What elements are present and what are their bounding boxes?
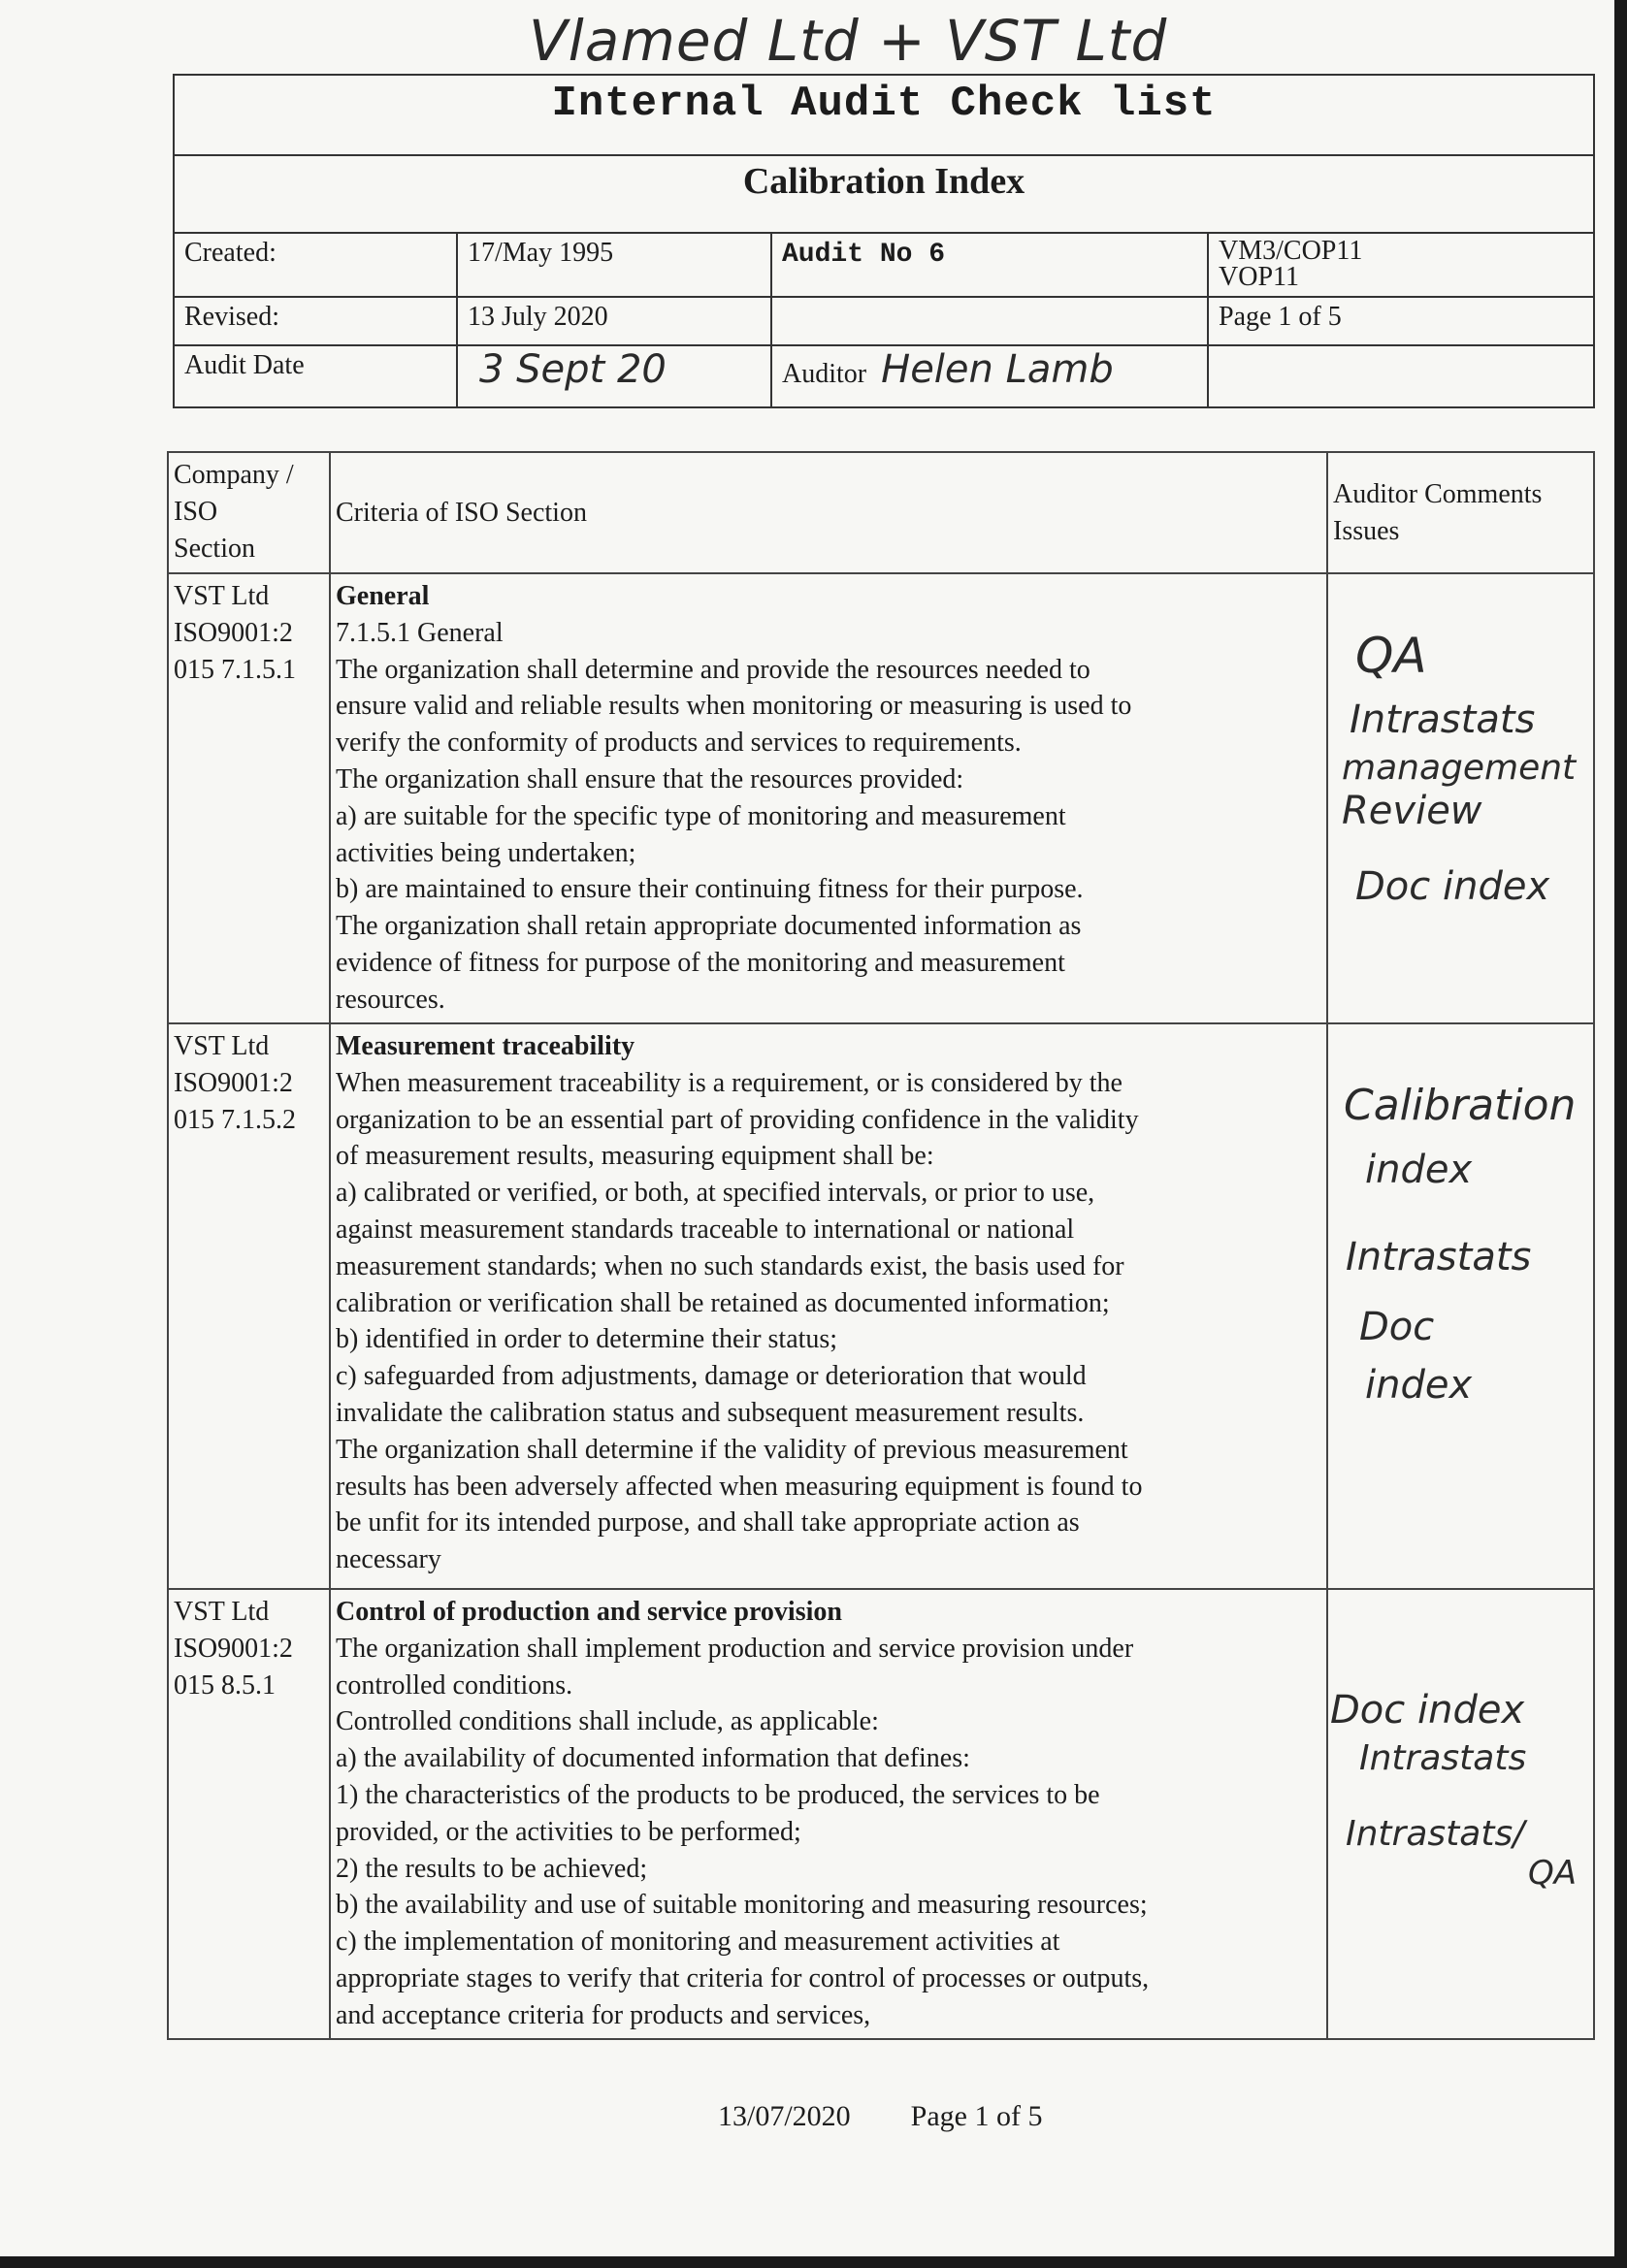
section-reference: VST Ltd ISO9001:2 015 7.1.5.1: [174, 581, 296, 685]
column-header-comments: Auditor Comments Issues: [1333, 478, 1543, 546]
footer-page-number: Page 1 of 5: [910, 2100, 1043, 2132]
audit-date-label: Audit Date: [184, 350, 305, 380]
auditor-label: Auditor: [782, 359, 867, 389]
empty-cell: [1208, 345, 1594, 407]
empty-cell: [771, 297, 1208, 345]
created-value: 17/May 1995: [468, 238, 614, 268]
document-subtitle: Calibration Index: [742, 161, 1025, 202]
audit-date-handwritten: 3 Sept 20: [479, 347, 667, 392]
section-title: General: [336, 581, 430, 611]
section-reference: VST Ltd ISO9001:2 015 7.1.5.2: [174, 1031, 296, 1135]
reference-code-1: VM3/COP11: [1219, 236, 1363, 266]
column-header-section: Company / ISO Section: [174, 460, 294, 564]
handwritten-company-names: Vlamed Ltd + VST Ltd: [529, 8, 1168, 74]
criteria-text: 7.1.5.1 General The organization shall determine and provide the resources needed to ensure valid and reliable results when monitoring or measuring is used to verify the conformity of products and services to requirements. The organization shall ensure that the resources provided: a) are suitable for the specific type of monitoring and measurement activities being undertaken; b) are maintained to ensure their continuing fitness for their purpose. The organization shall retain appropriate documented information as evidence of fitness for purpose of the monitoring and measurement resources.: [336, 617, 1132, 1015]
reference-code-2: VOP11: [1219, 262, 1299, 292]
table-row: [168, 1589, 1594, 2039]
auditor-name-handwritten: Helen Lamb: [881, 347, 1114, 392]
revised-value: 13 July 2020: [468, 302, 608, 332]
section-title: Control of production and service provision: [336, 1597, 842, 1627]
audit-number: Audit No 6: [782, 240, 946, 270]
column-header-criteria: Criteria of ISO Section: [336, 497, 587, 528]
table-header-row: [168, 452, 1594, 573]
header-page-number: Page 1 of 5: [1219, 302, 1342, 332]
auditor-comments-handwritten: Calibration index Intrastats Doc index: [1327, 1023, 1594, 1589]
footer-date: 13/07/2020: [718, 2100, 851, 2132]
auditor-comments-handwritten: Doc index Intrastats Intrastats/ QA: [1327, 1589, 1594, 2039]
header-table: [173, 74, 1593, 408]
created-label: Created:: [184, 238, 277, 268]
section-reference: VST Ltd ISO9001:2 015 8.5.1: [174, 1597, 293, 1701]
section-title: Measurement traceability: [336, 1031, 635, 1061]
page-footer: [718, 2100, 1042, 2133]
document-title: Internal Audit Check list: [551, 80, 1217, 128]
criteria-text: When measurement traceability is a requirement, or is considered by the organization to be an essential part of providing confidence in the validity of measurement results, measuring equipment shall be: a) calibrated or verified, or both, at specified intervals, or prior to use, against measurement standards traceable to international or national measurement standards; when no such standards exist, the basis used for calibration or verification shall be retained as documented information; b) identified in order to determine their status; c) safeguarded from adjustments, damage or deterioration that would invalidate the calibration status and subsequent measurement results. The organization shall determine if the validity of previous measurement results has been adversely affected when measuring equipment is found to be unfit for its intended purpose, and shall take appropriate action as necessary: [336, 1067, 1143, 1575]
table-row: [168, 573, 1594, 1023]
revised-label: Revised:: [184, 302, 279, 332]
audit-criteria-table: [167, 451, 1593, 2040]
auditor-comments-handwritten: QA Intrastats management Review Doc index: [1327, 573, 1594, 1023]
criteria-text: The organization shall implement production and service provision under controlled conditions. Controlled conditions shall include, as applicable: a) the availability of documented information that defines: 1) the characteristics of the products to be produced, the services to be provided, or the activities to be performed; 2) the results to be achieved; b) the availability and use of suitable monitoring and measuring resources; c) the implementation of monitoring and measurement activities at appropriate stages to verify that criteria for control of processes or outputs, and acceptance criteria for products and services,: [336, 1633, 1150, 2030]
table-row: [168, 1023, 1594, 1589]
